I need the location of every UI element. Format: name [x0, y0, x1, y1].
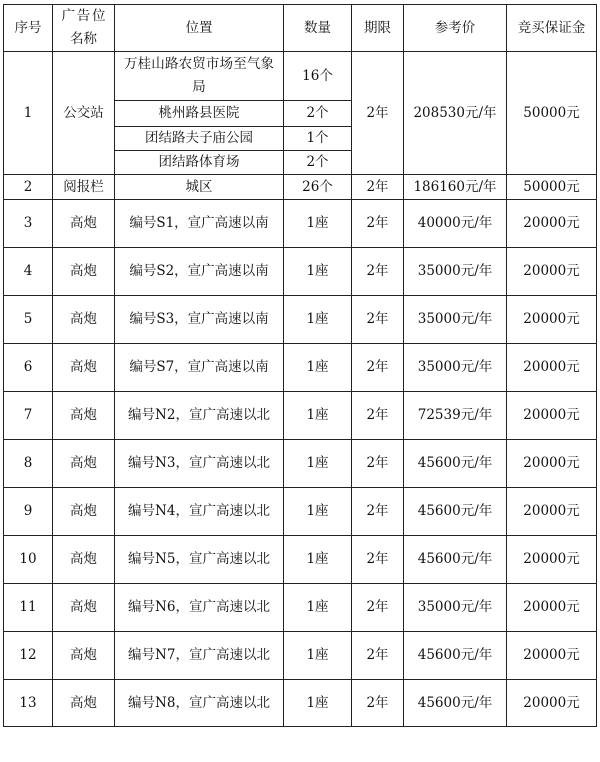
cell-term: 2年 — [352, 200, 404, 248]
cell-location: 编号S1，宣广高速以南 — [115, 200, 284, 248]
cell-seq: 11 — [4, 584, 53, 632]
cell-name: 阅报栏 — [53, 175, 115, 200]
cell-location: 编号N6，宣广高速以北 — [115, 584, 284, 632]
table-row — [4, 488, 597, 536]
cell-price: 45600元/年 — [404, 536, 507, 584]
cell-location: 城区 — [115, 175, 284, 200]
cell-location: 编号S3，宣广高速以南 — [115, 296, 284, 344]
table-row — [4, 248, 597, 296]
cell-price: 186160元/年 — [404, 175, 507, 200]
cell-quantity: 26个 — [284, 175, 352, 200]
cell-deposit: 20000元 — [507, 536, 597, 584]
cell-quantity: 1座 — [284, 440, 352, 488]
cell-quantity: 1个 — [284, 127, 352, 151]
cell-price: 35000元/年 — [404, 344, 507, 392]
cell-quantity: 1座 — [284, 584, 352, 632]
cell-term: 2年 — [352, 680, 404, 727]
cell-name: 高炮 — [53, 632, 115, 680]
cell-term: 2年 — [352, 392, 404, 440]
cell-term: 2年 — [352, 536, 404, 584]
table-row — [4, 632, 597, 680]
table-row — [4, 200, 597, 248]
cell-quantity: 1座 — [284, 344, 352, 392]
cell-seq: 7 — [4, 392, 53, 440]
table-row — [4, 52, 597, 101]
cell-price: 45600元/年 — [404, 488, 507, 536]
cell-term: 2年 — [352, 632, 404, 680]
cell-location: 编号N5，宣广高速以北 — [115, 536, 284, 584]
cell-quantity: 1座 — [284, 536, 352, 584]
table-row — [4, 440, 597, 488]
header-location: 位置 — [115, 5, 284, 52]
cell-deposit: 20000元 — [507, 440, 597, 488]
cell-price: 72539元/年 — [404, 392, 507, 440]
cell-term: 2年 — [352, 248, 404, 296]
cell-location: 团结路体育场 — [115, 151, 284, 175]
cell-location: 桃州路县医院 — [115, 101, 284, 127]
cell-quantity: 1座 — [284, 680, 352, 727]
cell-quantity: 1座 — [284, 248, 352, 296]
header-row — [4, 5, 597, 52]
cell-seq: 6 — [4, 344, 53, 392]
cell-name: 高炮 — [53, 584, 115, 632]
cell-deposit: 20000元 — [507, 344, 597, 392]
cell-deposit: 20000元 — [507, 392, 597, 440]
cell-seq: 1 — [4, 52, 53, 175]
table-row — [4, 584, 597, 632]
cell-price: 45600元/年 — [404, 680, 507, 727]
cell-name: 高炮 — [53, 248, 115, 296]
cell-seq: 4 — [4, 248, 53, 296]
table-row — [4, 536, 597, 584]
cell-location: 编号N2，宣广高速以北 — [115, 392, 284, 440]
cell-seq: 10 — [4, 536, 53, 584]
cell-price: 35000元/年 — [404, 584, 507, 632]
ad-space-table — [3, 4, 597, 727]
cell-seq: 13 — [4, 680, 53, 727]
cell-location: 编号N4，宣广高速以北 — [115, 488, 284, 536]
cell-seq: 5 — [4, 296, 53, 344]
cell-term: 2年 — [352, 440, 404, 488]
cell-deposit: 50000元 — [507, 52, 597, 175]
cell-quantity: 1座 — [284, 296, 352, 344]
cell-deposit: 20000元 — [507, 632, 597, 680]
cell-seq: 3 — [4, 200, 53, 248]
header-name: 广告位名称 — [53, 5, 115, 52]
cell-quantity: 2个 — [284, 151, 352, 175]
cell-name: 高炮 — [53, 488, 115, 536]
cell-price: 40000元/年 — [404, 200, 507, 248]
header-seq: 序号 — [4, 5, 53, 52]
cell-term: 2年 — [352, 296, 404, 344]
cell-quantity: 1座 — [284, 632, 352, 680]
cell-deposit: 50000元 — [507, 175, 597, 200]
table-row — [4, 296, 597, 344]
cell-deposit: 20000元 — [507, 248, 597, 296]
cell-location: 编号S2，宣广高速以南 — [115, 248, 284, 296]
header-quantity: 数量 — [284, 5, 352, 52]
cell-deposit: 20000元 — [507, 680, 597, 727]
cell-deposit: 20000元 — [507, 488, 597, 536]
cell-quantity: 16个 — [284, 52, 352, 101]
cell-name: 高炮 — [53, 440, 115, 488]
cell-quantity: 1座 — [284, 488, 352, 536]
cell-quantity: 1座 — [284, 392, 352, 440]
header-term: 期限 — [352, 5, 404, 52]
cell-price: 35000元/年 — [404, 248, 507, 296]
cell-location: 编号N3，宣广高速以北 — [115, 440, 284, 488]
cell-term: 2年 — [352, 175, 404, 200]
cell-seq: 8 — [4, 440, 53, 488]
cell-name: 高炮 — [53, 344, 115, 392]
cell-price: 45600元/年 — [404, 440, 507, 488]
cell-name: 公交站 — [53, 52, 115, 175]
cell-seq: 2 — [4, 175, 53, 200]
cell-seq: 12 — [4, 632, 53, 680]
cell-quantity: 1座 — [284, 200, 352, 248]
cell-name: 高炮 — [53, 680, 115, 727]
cell-name: 高炮 — [53, 536, 115, 584]
cell-price: 35000元/年 — [404, 296, 507, 344]
table-row — [4, 344, 597, 392]
cell-quantity: 2个 — [284, 101, 352, 127]
header-price: 参考价 — [404, 5, 507, 52]
cell-deposit: 20000元 — [507, 584, 597, 632]
cell-name: 高炮 — [53, 392, 115, 440]
cell-deposit: 20000元 — [507, 296, 597, 344]
cell-term: 2年 — [352, 52, 404, 175]
table-row — [4, 392, 597, 440]
cell-name: 高炮 — [53, 200, 115, 248]
cell-term: 2年 — [352, 344, 404, 392]
table-row — [4, 680, 597, 727]
cell-term: 2年 — [352, 584, 404, 632]
cell-term: 2年 — [352, 488, 404, 536]
header-deposit: 竞买保证金 — [507, 5, 597, 52]
cell-location: 编号S7，宣广高速以南 — [115, 344, 284, 392]
table-row — [4, 175, 597, 200]
cell-deposit: 20000元 — [507, 200, 597, 248]
cell-location: 编号N8，宣广高速以北 — [115, 680, 284, 727]
cell-location: 万桂山路农贸市场至气象局 — [115, 52, 284, 101]
cell-name: 高炮 — [53, 296, 115, 344]
cell-price: 45600元/年 — [404, 632, 507, 680]
cell-price: 208530元/年 — [404, 52, 507, 175]
cell-location: 编号N7，宣广高速以北 — [115, 632, 284, 680]
cell-location: 团结路夫子庙公园 — [115, 127, 284, 151]
cell-seq: 9 — [4, 488, 53, 536]
